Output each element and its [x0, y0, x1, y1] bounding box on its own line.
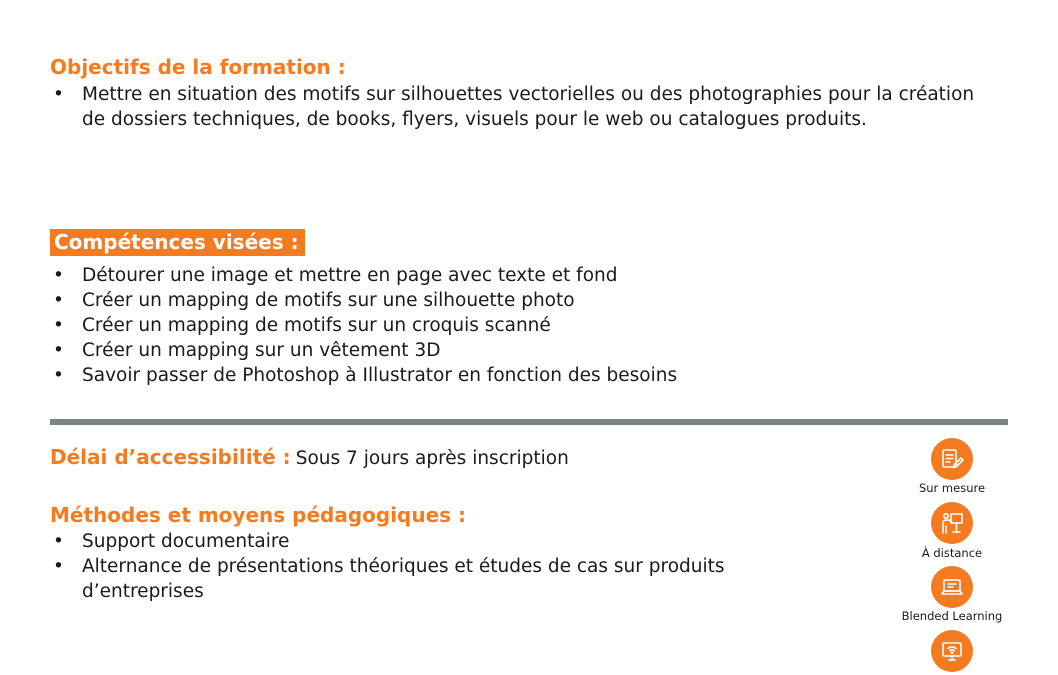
list-item: • Créer un mapping de motifs sur une silhouette photo: [50, 288, 677, 313]
laptop-icon: [931, 566, 973, 608]
delai-value: Sous 7 jours après inscription: [295, 448, 569, 469]
list-item: • Support documentaire: [50, 529, 750, 554]
competences-title: Compétences visées :: [50, 229, 305, 256]
methodes-list: [50, 529, 750, 604]
list-item: • Créer un mapping de motifs sur un croquis scanné: [50, 313, 677, 338]
section-divider: [50, 419, 1008, 425]
document-edit-icon: [931, 438, 973, 480]
delai-label: Délai d’accessibilité :: [50, 445, 291, 469]
mode-label-blended-learning: Blended Learning: [901, 609, 1003, 623]
competences-list: [50, 263, 677, 388]
mode-label-a-distance: À distance: [921, 546, 983, 560]
objectifs-title: Objectifs de la formation :: [50, 55, 346, 79]
presentation-board-icon: [931, 502, 973, 544]
list-item: • Savoir passer de Photoshop à Illustrator en fonction des besoins: [50, 363, 677, 388]
list-item: • Alternance de présentations théoriques et études de cas sur produits d’entreprises: [50, 554, 750, 604]
list-item: • Mettre en situation des motifs sur silhouettes vectorielles ou des photographies pour la création de dossiers techniques, de books, flyers, visuels pour le web ou catalogues produits.: [50, 82, 1000, 132]
delai-line: [50, 445, 569, 469]
objectifs-list: [50, 82, 1000, 132]
mode-label-sur-mesure: Sur mesure: [918, 481, 986, 495]
wifi-monitor-icon: [931, 630, 973, 672]
list-item: • Créer un mapping sur un vêtement 3D: [50, 338, 677, 363]
list-item: • Détourer une image et mettre en page avec texte et fond: [50, 263, 677, 288]
methodes-title: Méthodes et moyens pédagogiques :: [50, 503, 467, 527]
